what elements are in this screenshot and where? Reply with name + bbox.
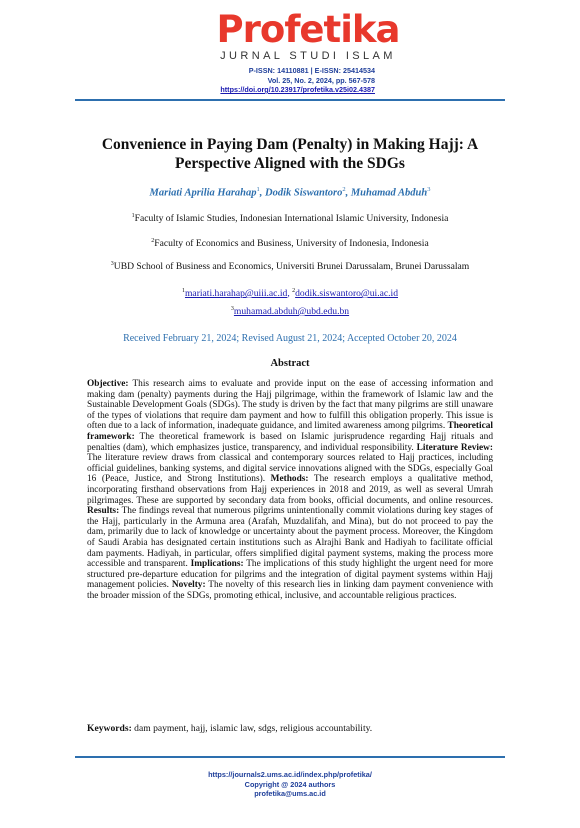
email-sup: 2 (292, 288, 296, 294)
journal-subtitle: JURNAL STUDI ISLAM (220, 50, 396, 62)
author-name: Muhamad Abduh (350, 187, 428, 199)
email-sup: 1 (181, 288, 185, 294)
footer-divider (75, 756, 505, 758)
abstract-text: The research employs a qualitative method, incorporating firsthand observations from Hajj experiences in 2018 and 2019, as well as several Umrah pilgrimages. These are supported by secondary data from books, official documents, and online resources. (87, 474, 493, 506)
abstract-text: The theoretical framework is based on Islamic jurisprudence regarding Hajj rituals and penalties (dam), which emphasizes justice, transparency, and individual responsibility. (87, 431, 493, 453)
email-link[interactable]: dodik.siswantoro@ui.ac.id (295, 288, 399, 300)
affiliation-sup: 3 (110, 261, 114, 267)
email-line-1: $^1$mariati.harahap@uiii.ac.id, $^2$dodik.siswantoro@ui.ac.id (181, 288, 399, 300)
received-dates: Received February 21, 2024; Revised August 21, 2024; Accepted October 20, 2024 (123, 333, 457, 344)
author-name: Mariati Aprilia Harahap (149, 187, 257, 199)
affiliation-1 (90, 210, 490, 225)
volume-info: Vol. 25, No. 2, 2024, pp. 567-578 (267, 75, 375, 85)
abstract-heading: Abstract (270, 358, 310, 369)
email-sup: 3 (230, 306, 234, 312)
email-link[interactable]: muhamad.abduh@ubd.edu.bn (233, 306, 350, 318)
journal-masthead (0, 8, 580, 62)
header-divider (75, 99, 505, 101)
copyright-text: Copyright @ 2024 authors (244, 779, 336, 789)
abstract-text: The literature review draws from classical and contemporary sources related to Hajj practices, including official guidelines, banking systems, and digital service innovations aligned with the SDGs, especially Goal 16 (Peace, Justice, and Strong Institutions). (87, 453, 493, 485)
affiliation-text: Faculty of Economics and Business, University of Indonesia, Indonesia (154, 238, 429, 250)
article-title: Convenience in Paying Dam (Penalty) in Making Hajj: A Perspective Aligned with the SDGs (101, 136, 479, 172)
journal-email[interactable]: profetika@ums.ac.id (254, 789, 326, 798)
abstract-label: Methods: (270, 474, 309, 485)
abstract-text: This research aims to evaluate and provide input on the ease of accessing information and making dam (penalty) payments during the Hajj pilgrimage, within the framework of Islamic law and the Sustainable Development Goals (SDGs). The study is driven by the fact that many pilgrims are still unaware of the types of violations that require dam payment and how to fulfill this obligation properly. This issue is often due to a lack of information, inadequate guidance, and limited awareness among pilgrims. (87, 379, 493, 432)
author-sup: 2 (342, 186, 346, 193)
abstract-label: Novelty: (171, 580, 206, 591)
author-sup: 1 (256, 186, 260, 193)
affiliation-text: Faculty of Islamic Studies, Indonesian International Islamic University, Indonesia (134, 213, 449, 225)
doi-link[interactable]: https://doi.org/10.23917/profetika.v25i02.4387 (220, 85, 375, 94)
journal-url[interactable]: https://journals2.ums.ac.id/index.php/profetika/ (208, 770, 372, 779)
keywords (87, 723, 493, 734)
author-list: Mariati Aprilia Harahap$^1$, Dodik Siswantoro$^2$, Muhamad Abduh$^3$ (149, 186, 431, 199)
abstract-label: Implications: (190, 559, 244, 570)
journal-logo: Profetika (216, 8, 400, 51)
abstract-body (87, 379, 493, 601)
affiliation-sup: 1 (131, 213, 135, 219)
abstract-label: Results: (87, 506, 120, 517)
affiliation-text: UBD School of Business and Economics, Universiti Brunei Darussalam, Brunei Darussalam (113, 261, 470, 273)
abstract-label: Literature Review: (416, 442, 493, 453)
abstract-label: Theoretical framework: (87, 421, 493, 442)
email-link[interactable]: mariati.harahap@uiii.ac.id (184, 288, 288, 300)
author-name: Dodik Siswantoro (265, 187, 343, 199)
page-footer (0, 770, 580, 799)
author-sup: 3 (427, 186, 431, 193)
keywords-text: dam payment, hajj, islamic law, sdgs, religious accountability. (131, 723, 373, 734)
abstract-text: The implications of this study highlight the urgent need for more structured pre-departure education for pilgrims and the integration of digital payment systems within Hajj management policies. (87, 559, 494, 591)
abstract-label: Objective: (87, 379, 129, 389)
issn: P-ISSN: 14110881 | E-ISSN: 25414534 (248, 66, 375, 75)
affiliation-2 (90, 235, 490, 250)
affiliation-3 (90, 258, 490, 273)
keywords-label: Keywords: (87, 723, 132, 734)
abstract-text: The novelty of this research lies in linking dam payment convenience with the broader mission of the SDGs, promoting ethical, inclusive, and accountable religious practices. (87, 580, 493, 601)
affiliation-sup: 2 (151, 238, 155, 244)
email-line-2 (0, 306, 580, 317)
abstract-text: The findings reveal that numerous pilgrims unintentionally commit violations during key stages of the Hajj, particularly in the Armuna area (Arafah, Muzdalifah, and Mina), but do not proceed to pay the dam, primarily due to lack of knowledge or uncertainty about the payment process. Moreover, the Kingdom of Saudi Arabia has designated certain institutions such as Alrajhi Bank and Hadiyah to facilitate official dam payments. Hadiyah, in particular, offers simplified digital payment systems, making the process more accessible and transparent. (87, 506, 493, 570)
journal-meta (220, 66, 375, 95)
